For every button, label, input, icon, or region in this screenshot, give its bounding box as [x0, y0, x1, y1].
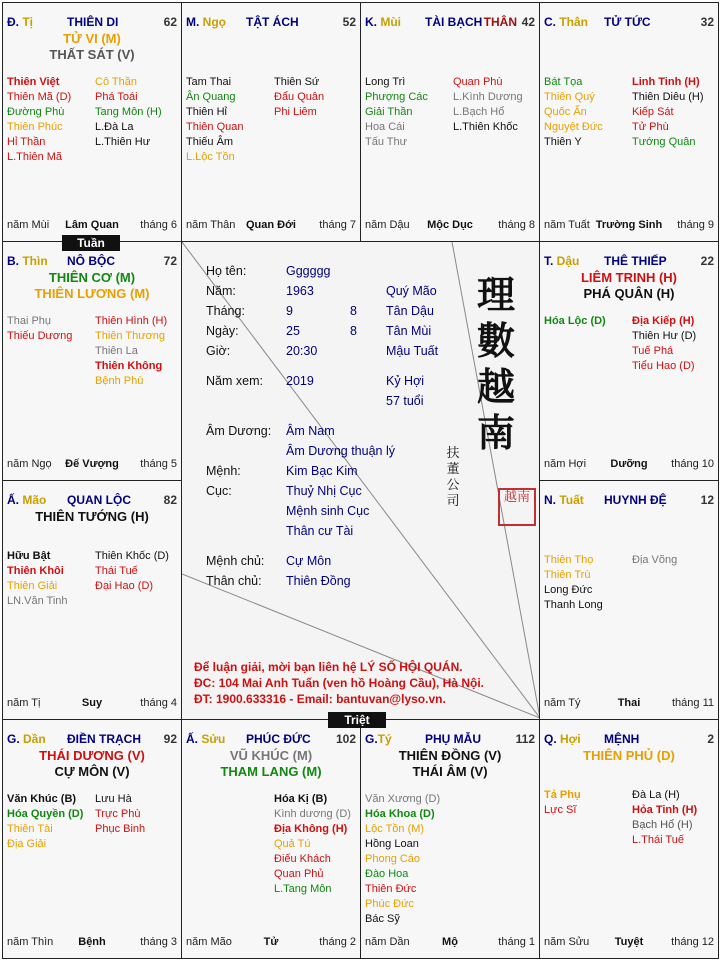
- star-column-right: [95, 314, 167, 389]
- palace-header: [544, 15, 714, 31]
- major-star: CỰ MÔN (V): [54, 764, 130, 779]
- cycle-label: Tuyệt: [614, 936, 644, 948]
- minor-star: Thiên Hình (H): [95, 315, 168, 327]
- info2-value: Mệnh sinh Cục: [286, 504, 370, 518]
- minor-star: Địa Không (H): [274, 823, 348, 835]
- minor-star: Bác Sỹ: [365, 913, 400, 925]
- info-v1: 20:30: [286, 344, 318, 358]
- star-column-left: [544, 314, 606, 329]
- major-star: THIÊN ĐỒNG (V): [398, 748, 502, 763]
- palace-header: [7, 15, 177, 31]
- minor-star: Tam Thai: [186, 76, 232, 88]
- minor-star: Tấu Thư: [365, 136, 408, 148]
- palace-cell[interactable]: [2, 2, 182, 242]
- year-label: năm Dậu: [365, 219, 410, 231]
- minor-star: Bệnh Phù: [95, 375, 144, 387]
- palace-header: [186, 732, 356, 748]
- palace-footer: [544, 936, 714, 950]
- minor-star: Điếu Khách: [274, 853, 331, 865]
- info2-label: Mệnh:: [206, 464, 241, 478]
- calligraphy-small: [444, 446, 462, 510]
- info2-value: Thân cư Tài: [286, 524, 354, 538]
- cycle-label: Thai: [617, 697, 641, 709]
- calligraphy-small-char: 司: [446, 494, 460, 509]
- minor-star: Ân Quang: [186, 91, 236, 103]
- palace-branch: K. Mùi: [365, 15, 402, 29]
- major-star: THIÊN PHỦ (D): [583, 748, 675, 763]
- minor-star: Địa Võng: [632, 554, 678, 566]
- major-star: THIÊN TƯỚNG (H): [35, 509, 149, 524]
- minor-star: L.Kình Dương: [453, 91, 523, 103]
- palace-branch: G. Dần: [7, 732, 46, 746]
- cycle-label: Trường Sinh: [595, 219, 663, 231]
- palace-cell[interactable]: [539, 2, 719, 242]
- calligraphy-char: 理: [476, 272, 515, 317]
- major-star: TỬ VI (M): [63, 31, 121, 46]
- minor-star: Hỉ Thần: [7, 136, 46, 148]
- minor-star: Thiên Thọ: [544, 554, 594, 566]
- minor-star: Thiếu Dương: [7, 330, 73, 342]
- cycle-label: Dưỡng: [610, 458, 648, 470]
- info-v1: Gggggg: [286, 264, 331, 278]
- minor-star: Văn Khúc (B): [7, 793, 77, 805]
- palace-age: 2: [707, 732, 714, 746]
- star-column-right: [95, 75, 162, 150]
- major-star: VŨ KHÚC (M): [229, 748, 313, 763]
- palace-cell[interactable]: [181, 719, 361, 959]
- star-column-right: [274, 792, 351, 897]
- palace-cell[interactable]: [360, 719, 540, 959]
- star-column-left: [365, 75, 428, 150]
- info-label: Tháng:: [206, 304, 245, 318]
- info-v2: 8: [350, 324, 357, 338]
- contact-line: ĐT: 1900.633316 - Email: bantuvan@lyso.vn.: [194, 692, 446, 706]
- minor-star: Thai Phụ: [7, 315, 52, 327]
- minor-star: Thiên Giải: [7, 580, 58, 592]
- info-v3: Quý Mão: [386, 284, 437, 298]
- palace-header: [186, 15, 356, 31]
- horoscope-chart: [2, 2, 718, 958]
- minor-star: Tang Môn (H): [95, 106, 162, 118]
- major-star: THAM LANG (M): [220, 764, 322, 779]
- minor-star: Linh Tinh (H): [632, 76, 700, 88]
- minor-star: Hoa Cái: [365, 121, 405, 133]
- star-column-right: [632, 314, 696, 374]
- minor-star: Phúc Đức: [365, 898, 414, 910]
- palace-footer: [7, 936, 177, 950]
- star-column-left: [7, 314, 72, 344]
- month-label: tháng 7: [319, 219, 356, 231]
- minor-star: Thiên Thương: [95, 330, 166, 342]
- info2-value: Cự Môn: [286, 554, 332, 568]
- major-stars: [540, 270, 718, 302]
- palace-header: [544, 493, 714, 509]
- month-label: tháng 6: [140, 219, 177, 231]
- info-v3: Tân Mùi: [386, 324, 432, 338]
- palace-header: [7, 493, 177, 509]
- palace-name: MỆNH: [604, 732, 640, 746]
- cycle-label: Đế Vượng: [65, 458, 119, 470]
- minor-star: Thiên Khốc (D): [95, 550, 169, 562]
- star-column-right: [453, 75, 523, 135]
- minor-star: Thiên Trù: [544, 569, 591, 581]
- month-label: tháng 3: [140, 936, 177, 948]
- minor-star: Tuế Phá: [632, 345, 674, 357]
- info-v3: Mậu Tuất: [386, 344, 439, 358]
- palace-name: THÊ THIẾP: [604, 254, 667, 268]
- calligraphy-small-char: 董: [446, 462, 460, 477]
- contact-line: ĐC: 104 Mai Anh Tuấn (ven hồ Hoàng Cầu), Hà Nội.: [194, 676, 485, 690]
- palace-branch: Ấ. Sửu: [186, 732, 226, 746]
- minor-star: Thái Tuế: [95, 565, 138, 577]
- minor-star: Hóa Khoa (D): [365, 808, 435, 820]
- minor-star: Giải Thần: [365, 106, 413, 118]
- calligraphy-char: 南: [476, 410, 515, 455]
- star-column-left: [7, 75, 71, 165]
- month-label: tháng 1: [498, 936, 535, 948]
- info2-value: Âm Nam: [286, 424, 335, 438]
- palace-cell[interactable]: [539, 480, 719, 720]
- than-marker: THÂN: [483, 15, 517, 29]
- palace-branch: B. Thìn: [7, 254, 48, 268]
- minor-star: Kiếp Sát: [632, 106, 674, 118]
- info-v2: 8: [350, 304, 357, 318]
- minor-star: L.Đà La: [95, 121, 134, 133]
- minor-star: Thiếu Âm: [186, 136, 234, 148]
- minor-star: L.Thiên Hư: [95, 136, 151, 148]
- info-v3: 57 tuổi: [386, 394, 424, 408]
- star-column-left: [544, 75, 603, 150]
- month-label: tháng 8: [498, 219, 535, 231]
- palace-cell[interactable]: [539, 719, 719, 959]
- palace-cell[interactable]: [539, 241, 719, 481]
- year-label: năm Mùi: [7, 219, 50, 231]
- minor-star: Thiên Diêu (H): [632, 91, 704, 103]
- year-label: năm Sửu: [544, 936, 590, 948]
- cycle-label: Mộc Dục: [427, 219, 473, 231]
- minor-star: L.Thái Tuế: [632, 834, 684, 846]
- minor-star: Hữu Bật: [7, 550, 51, 562]
- minor-star: Phục Binh: [95, 823, 146, 835]
- minor-star: Cô Thần: [95, 76, 137, 88]
- palace-age: 22: [700, 254, 714, 268]
- minor-star: Tử Phù: [632, 121, 669, 133]
- minor-star: Đẩu Quân: [274, 91, 325, 103]
- year-label: năm Tý: [544, 697, 581, 709]
- palace-footer: [7, 697, 177, 711]
- palace-age: 112: [515, 732, 535, 746]
- minor-star: Địa Giải: [7, 838, 47, 850]
- minor-star: Quan Phù: [453, 76, 503, 88]
- calligraphy-char: 數: [476, 318, 515, 363]
- palace-branch: G.Tý: [365, 732, 392, 746]
- minor-star: Thiên Mã (D): [7, 91, 72, 103]
- palace-header: [7, 254, 177, 270]
- palace-cell[interactable]: [2, 719, 182, 959]
- info-v1: 25: [286, 324, 300, 338]
- star-column-left: [7, 792, 83, 852]
- info-v1: 2019: [286, 374, 314, 388]
- palace-footer: [7, 458, 177, 472]
- palace-footer: [186, 936, 356, 950]
- minor-star: Thiên La: [95, 345, 138, 357]
- calligraphy-small-char: 扶: [446, 446, 460, 461]
- palace-header: [365, 15, 535, 31]
- year-label: năm Dần: [365, 936, 410, 948]
- major-star: LIÊM TRINH (H): [580, 270, 678, 285]
- cycle-label: Suy: [81, 697, 103, 709]
- palace-name: PHỤ MẪU: [425, 732, 481, 746]
- palace-header: [365, 732, 535, 748]
- star-column-right: [95, 549, 169, 594]
- minor-star: Tướng Quân: [632, 136, 696, 148]
- minor-star: Long Trì: [365, 76, 406, 88]
- minor-star: Thiên Sứ: [274, 76, 320, 88]
- info2-label: Thân chủ:: [206, 574, 262, 588]
- minor-star: Thiên Hư (D): [632, 330, 697, 342]
- minor-star: Phá Toái: [95, 91, 138, 103]
- major-stars: [3, 509, 181, 525]
- month-label: tháng 9: [677, 219, 714, 231]
- palace-name: QUAN LỘC: [67, 493, 131, 507]
- minor-star: Thiên Phúc: [7, 121, 63, 133]
- palace-branch: Q. Hợi: [544, 732, 581, 746]
- star-column-right: [274, 75, 324, 120]
- minor-star: Thanh Long: [544, 599, 603, 611]
- palace-cell[interactable]: [181, 2, 361, 242]
- palace-footer: [365, 936, 535, 950]
- star-column-left: [365, 792, 440, 927]
- minor-star: Thiên Hỉ: [186, 106, 227, 118]
- major-star: THÁI DƯƠNG (V): [39, 748, 145, 763]
- minor-star: Bát Tọa: [544, 76, 583, 88]
- minor-star: Phượng Các: [365, 91, 428, 103]
- cycle-label: Mộ: [442, 936, 458, 948]
- major-stars: [3, 748, 181, 780]
- month-label: tháng 4: [140, 697, 177, 709]
- info2-value: Kim Bạc Kim: [286, 464, 358, 478]
- palace-branch: Đ. Tị: [7, 15, 34, 29]
- minor-star: Hóa Quyền (D): [7, 808, 84, 820]
- info-label: Năm:: [206, 284, 236, 298]
- minor-star: Trực Phù: [95, 808, 141, 820]
- major-stars: [3, 31, 181, 63]
- month-label: tháng 2: [319, 936, 356, 948]
- info2-value: Âm Dương thuận lý: [286, 444, 395, 458]
- minor-star: Long Đức: [544, 584, 593, 596]
- star-column-right: [632, 75, 704, 150]
- info-label: Ngày:: [206, 324, 239, 338]
- palace-footer: [365, 219, 535, 233]
- tuan-tag: Tuần: [62, 235, 120, 251]
- palace-footer: [544, 458, 714, 472]
- month-label: tháng 5: [140, 458, 177, 470]
- minor-star: Địa Kiếp (H): [632, 315, 695, 327]
- star-column-left: [544, 788, 581, 818]
- minor-star: Đào Hoa: [365, 868, 409, 880]
- palace-age: 12: [700, 493, 714, 507]
- red-seal: 越南: [498, 488, 536, 526]
- cycle-label: Bệnh: [78, 936, 106, 948]
- palace-footer: [544, 219, 714, 233]
- palace-cell[interactable]: [360, 2, 540, 242]
- minor-star: Văn Xương (D): [365, 793, 441, 805]
- minor-star: Bạch Hổ (H): [632, 819, 693, 831]
- contact-line: Để luận giải, mời bạn liên hệ LÝ SỐ HỘI QUÁN.: [194, 660, 463, 674]
- year-label: năm Mão: [186, 936, 232, 948]
- palace-name: HUYNH ĐỆ: [604, 493, 667, 507]
- palace-branch: T. Dậu: [544, 254, 580, 268]
- minor-star: Quả Tú: [274, 838, 311, 850]
- star-column-left: [186, 75, 243, 165]
- minor-star: Thiên Quý: [544, 91, 595, 103]
- star-column-right: [632, 553, 677, 568]
- info-v1: 1963: [286, 284, 314, 298]
- info2-value: Thiên Đồng: [286, 574, 351, 588]
- palace-name: NÔ BỘC: [67, 254, 115, 268]
- center-info-panel: [182, 242, 540, 718]
- minor-star: Thiên Việt: [7, 76, 60, 88]
- star-column-left: [544, 553, 603, 613]
- info2-label: Cục:: [206, 484, 232, 498]
- info-label: Họ tên:: [206, 264, 247, 278]
- major-stars: [182, 748, 360, 780]
- minor-star: Phi Liêm: [274, 106, 317, 118]
- calligraphy: [468, 272, 524, 456]
- minor-star: Thiên Y: [544, 136, 582, 148]
- palace-cell[interactable]: [2, 480, 182, 720]
- minor-star: Hỏa Tinh (H): [632, 804, 698, 816]
- calligraphy-small-char: 公: [446, 478, 460, 493]
- cycle-label: Quan Đới: [246, 219, 296, 231]
- major-stars: [3, 270, 181, 302]
- palace-age: 72: [163, 254, 177, 268]
- major-star: THÁI ÂM (V): [412, 764, 488, 779]
- minor-star: Hóa Kị (B): [274, 793, 328, 805]
- minor-star: L.Thiên Mã: [7, 151, 63, 163]
- palace-name: TỬ TỨC: [604, 15, 651, 29]
- palace-footer: [186, 219, 356, 233]
- info-label: Năm xem:: [206, 374, 263, 388]
- minor-star: LN.Văn Tinh: [7, 595, 68, 607]
- palace-branch: Ấ. Mão: [7, 493, 47, 507]
- minor-star: Phong Cáo: [365, 853, 421, 865]
- info2-label: Âm Dương:: [206, 424, 272, 438]
- star-column-left: [7, 549, 68, 609]
- minor-star: Thiên Không: [95, 360, 163, 372]
- info-v3: Kỷ Hợi: [386, 374, 425, 388]
- major-stars: [540, 748, 718, 764]
- major-star: THIÊN LƯƠNG (M): [34, 286, 150, 301]
- palace-name: TÀI BẠCH: [425, 15, 483, 29]
- palace-cell[interactable]: [2, 241, 182, 481]
- triet-tag: Triệt: [328, 712, 386, 728]
- cycle-label: Tử: [263, 936, 279, 948]
- minor-star: Thiên Đức: [365, 883, 417, 895]
- major-stars: [361, 748, 539, 780]
- info-label: Giờ:: [206, 344, 231, 358]
- minor-star: Tiểu Hao (D): [632, 360, 695, 372]
- major-star: THẤT SÁT (V): [49, 47, 135, 62]
- info2-label: Mệnh chủ:: [206, 554, 265, 568]
- minor-star: Thiên Quan: [186, 121, 244, 133]
- month-label: tháng 10: [671, 458, 714, 470]
- minor-star: Quan Phủ: [274, 868, 324, 880]
- star-column-right: [632, 788, 697, 848]
- calligraphy-char: 越: [476, 364, 515, 409]
- minor-star: Đà La (H): [632, 789, 680, 801]
- minor-star: Hồng Loan: [365, 838, 419, 850]
- palace-header: [7, 732, 177, 748]
- major-star: PHÁ QUÂN (H): [583, 286, 675, 301]
- palace-age: 82: [163, 493, 177, 507]
- year-label: năm Hợi: [544, 458, 587, 470]
- minor-star: Lực Sĩ: [544, 804, 577, 816]
- minor-star: Kình dương (D): [274, 808, 351, 820]
- minor-star: L.Thiên Khốc: [453, 121, 518, 133]
- month-label: tháng 12: [671, 936, 714, 948]
- palace-footer: [7, 219, 177, 233]
- palace-branch: C. Thân: [544, 15, 589, 29]
- palace-age: 52: [342, 15, 356, 29]
- palace-name: TẬT ÁCH: [246, 15, 299, 29]
- minor-star: Quốc Ấn: [544, 106, 587, 118]
- star-column-right: [95, 792, 145, 837]
- minor-star: Đường Phù: [7, 106, 65, 118]
- minor-star: L.Lộc Tồn: [186, 151, 235, 163]
- info2-value: Thuỷ Nhị Cục: [286, 484, 362, 498]
- year-label: năm Thìn: [7, 936, 54, 948]
- palace-age: 92: [163, 732, 177, 746]
- palace-age: 102: [335, 732, 356, 746]
- year-label: năm Ngọ: [7, 458, 52, 470]
- year-label: năm Thân: [186, 219, 236, 231]
- minor-star: L.Bạch Hổ: [453, 106, 505, 118]
- minor-star: Tả Phụ: [544, 789, 581, 801]
- minor-star: Thiên Khôi: [7, 565, 64, 577]
- palace-branch: N. Tuất: [544, 493, 584, 507]
- palace-name: PHÚC ĐỨC: [246, 732, 311, 746]
- info-v1: 9: [286, 304, 293, 318]
- minor-star: Lưu Hà: [95, 793, 132, 805]
- palace-age: 32: [700, 15, 714, 29]
- minor-star: Lộc Tồn (M): [365, 823, 425, 835]
- major-star: THIÊN CƠ (M): [48, 270, 136, 285]
- palace-footer: [544, 697, 714, 711]
- year-label: năm Tị: [7, 697, 41, 709]
- minor-star: Thiên Tài: [7, 823, 53, 835]
- palace-name: ĐIỀN TRẠCH: [67, 732, 141, 746]
- palace-age: 62: [163, 15, 177, 29]
- palace-name: THIÊN DI: [67, 15, 119, 29]
- minor-star: Hóa Lộc (D): [544, 315, 606, 327]
- info-v3: Tân Dậu: [386, 304, 434, 318]
- palace-header: [544, 254, 714, 270]
- palace-age: 42: [521, 15, 535, 29]
- minor-star: L.Tang Môn: [274, 883, 332, 895]
- minor-star: Đại Hao (D): [95, 580, 154, 592]
- year-label: năm Tuất: [544, 219, 590, 231]
- palace-header: [544, 732, 714, 748]
- minor-star: Nguyệt Đức: [544, 121, 603, 133]
- palace-branch: M. Ngọ: [186, 15, 226, 29]
- cycle-label: Lâm Quan: [65, 219, 119, 231]
- month-label: tháng 11: [671, 697, 714, 709]
